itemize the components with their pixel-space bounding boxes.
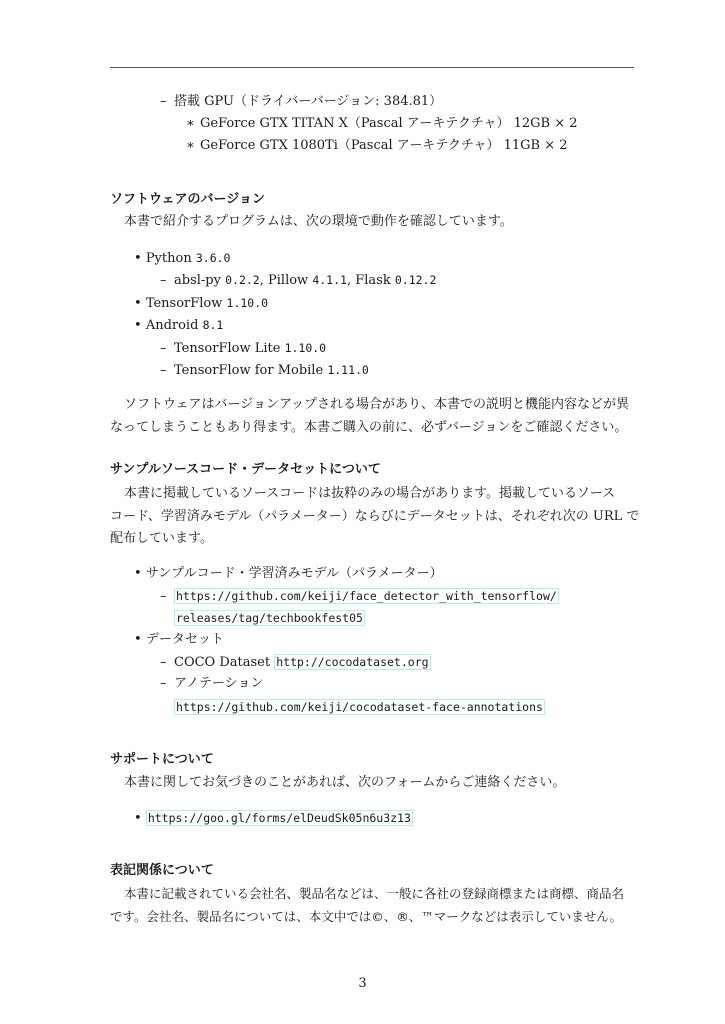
support-text: 本書に関してお気づきのことがあれば、次のフォームからご連絡ください。 [124,775,566,790]
header-rule [110,67,634,68]
gpu-item: ∗ GeForce GTX 1080Ti（Pascal アーキテクチャ） 11GB × 2 [186,138,568,153]
gpu-item-text: GeForce GTX TITAN X（Pascal アーキテクチャ） 12GB × 2 [200,116,578,131]
list-item-python: • Python 3.6.0 [134,251,231,266]
notation-text: です。会社名、製品名については、本文中では©、®、™マークなどは表示していません。 [110,909,623,924]
list-item-dataset: • データセット [134,632,224,647]
list-item-tflite: – TensorFlow Lite 1.10.0 [160,341,327,356]
sample-paragraph: コード、学習済みモデル（パラメーター）ならびにデータセットは、それぞれ次の URL で [110,509,640,524]
sample-heading: サンプルソースコード・データセットについて [110,462,381,477]
list-item-tfmobile: – TensorFlow for Mobile 1.11.0 [160,363,369,378]
notation-heading: 表記関係について [110,863,214,878]
list-item-coco: – COCO Dataset http://cocodataset.org [160,655,429,670]
sample-paragraph: 本書に掲載しているソースコードは抜粋のみの場合があります。掲載しているソース [124,486,616,501]
list-item-annotation: – アノテーション [160,676,264,691]
list-item-sample-code: • サンプルコード・学習済みモデル（パラメーター） [134,566,443,581]
support-heading: サポートについて [110,752,214,767]
sample-code-url-line [174,610,365,627]
gpu-line: – 搭載 GPU（ドライバーバージョン: 384.81） [160,94,443,109]
list-item-support-form: • https://goo.gl/forms/elDeudSk05n6u3z13 [134,811,411,826]
gpu-item: ∗ GeForce GTX TITAN X（Pascal アーキテクチャ） 12GB × 2 [186,116,578,131]
notation-text: 本書に記載されている会社名、製品名などは、一般に各社の登録商標または商標、商品名 [124,886,625,901]
support-form-link[interactable]: https://goo.gl/forms/elDeudSk05n6u3z13 [147,811,411,825]
list-item-tensorflow: • TensorFlow 1.10.0 [134,296,269,311]
software-heading: ソフトウェアのバージョン [110,192,265,207]
sample-code-url-line: – https://github.com/keiji/face_detector_with_tensorflow/ [160,589,557,604]
sample-paragraph: 配布しています。 [110,531,213,546]
sample-code-link[interactable]: releases/tag/techbookfest05 [176,611,363,625]
page-number: 3 [358,976,367,991]
sample-code-link[interactable]: https://github.com/keiji/face_detector_with_tensorflow/ [176,589,557,603]
coco-link[interactable]: http://cocodataset.org [276,655,429,669]
software-note: ソフトウェアはバージョンアップされる場合があり、本書での説明と機能内容などが異 [124,397,630,412]
gpu-item-text: GeForce GTX 1080Ti（Pascal アーキテクチャ） 11GB × 2 [200,138,568,153]
software-intro: 本書で紹介するプログラムは、次の環境で動作を確認しています。 [124,214,513,229]
list-item-android: • Android 8.1 [134,318,224,333]
annotation-url-line [174,699,545,716]
software-note: なってしまうこともあり得ます。本書ご購入の前に、必ずバージョンをご確認ください。 [110,420,628,435]
gpu-heading: 搭載 GPU（ドライバーバージョン: 384.81） [174,94,443,109]
annotation-link[interactable]: https://github.com/keiji/cocodataset-face-annotations [176,700,543,714]
list-item-python-deps: – absl-py 0.2.2, Pillow 4.1.1, Flask 0.12.2 [160,273,437,288]
